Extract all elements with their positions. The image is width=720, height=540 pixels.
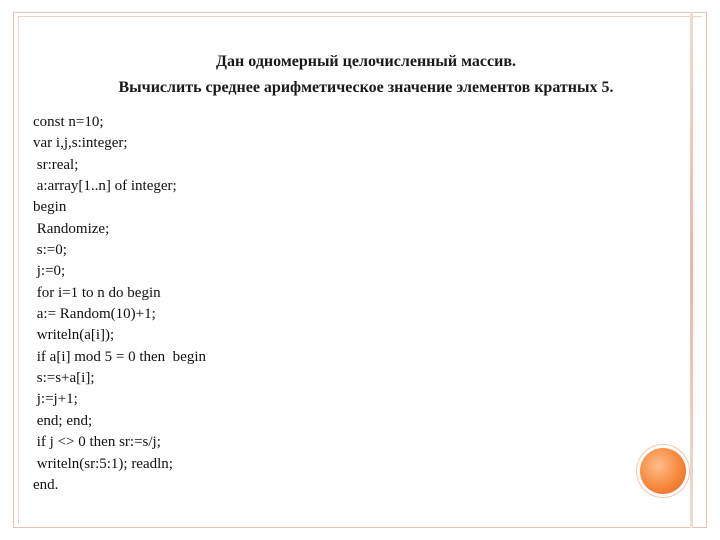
code-line: s:=s+a[i];: [33, 370, 95, 387]
code-line: a:array[1..n] of integer;: [33, 178, 177, 195]
slide-title: [0, 49, 720, 101]
code-line: begin: [33, 199, 67, 216]
code-line: j:=j+1;: [33, 391, 78, 408]
title-line-2: Вычислить среднее арифметическое значение элементов кратных 5.: [118, 79, 614, 96]
title-line-1: Дан одномерный целочисленный массив.: [216, 53, 516, 70]
code-line: const n=10;: [33, 114, 104, 130]
code-line: s:=0;: [33, 242, 67, 259]
code-line: for i=1 to n do begin: [33, 284, 161, 301]
code-line: Randomize;: [33, 220, 110, 237]
code-line: a:= Random(10)+1;: [33, 306, 156, 323]
code-line: end.: [33, 476, 59, 493]
code-line: if a[i] mod 5 = 0 then begin: [33, 348, 207, 365]
code-listing: [33, 112, 206, 496]
code-line: writeln(a[i]);: [33, 327, 115, 344]
code-line: writeln(sr:5:1); readln;: [33, 455, 173, 472]
code-line: sr:real;: [33, 156, 79, 173]
code-line: j:=0;: [33, 263, 66, 280]
code-line: end; end;: [33, 412, 93, 429]
code-line: if j <> 0 then sr:=s/j;: [33, 434, 161, 451]
decorative-circle: [640, 448, 686, 494]
code-line: var i,j,s:integer;: [33, 135, 128, 152]
